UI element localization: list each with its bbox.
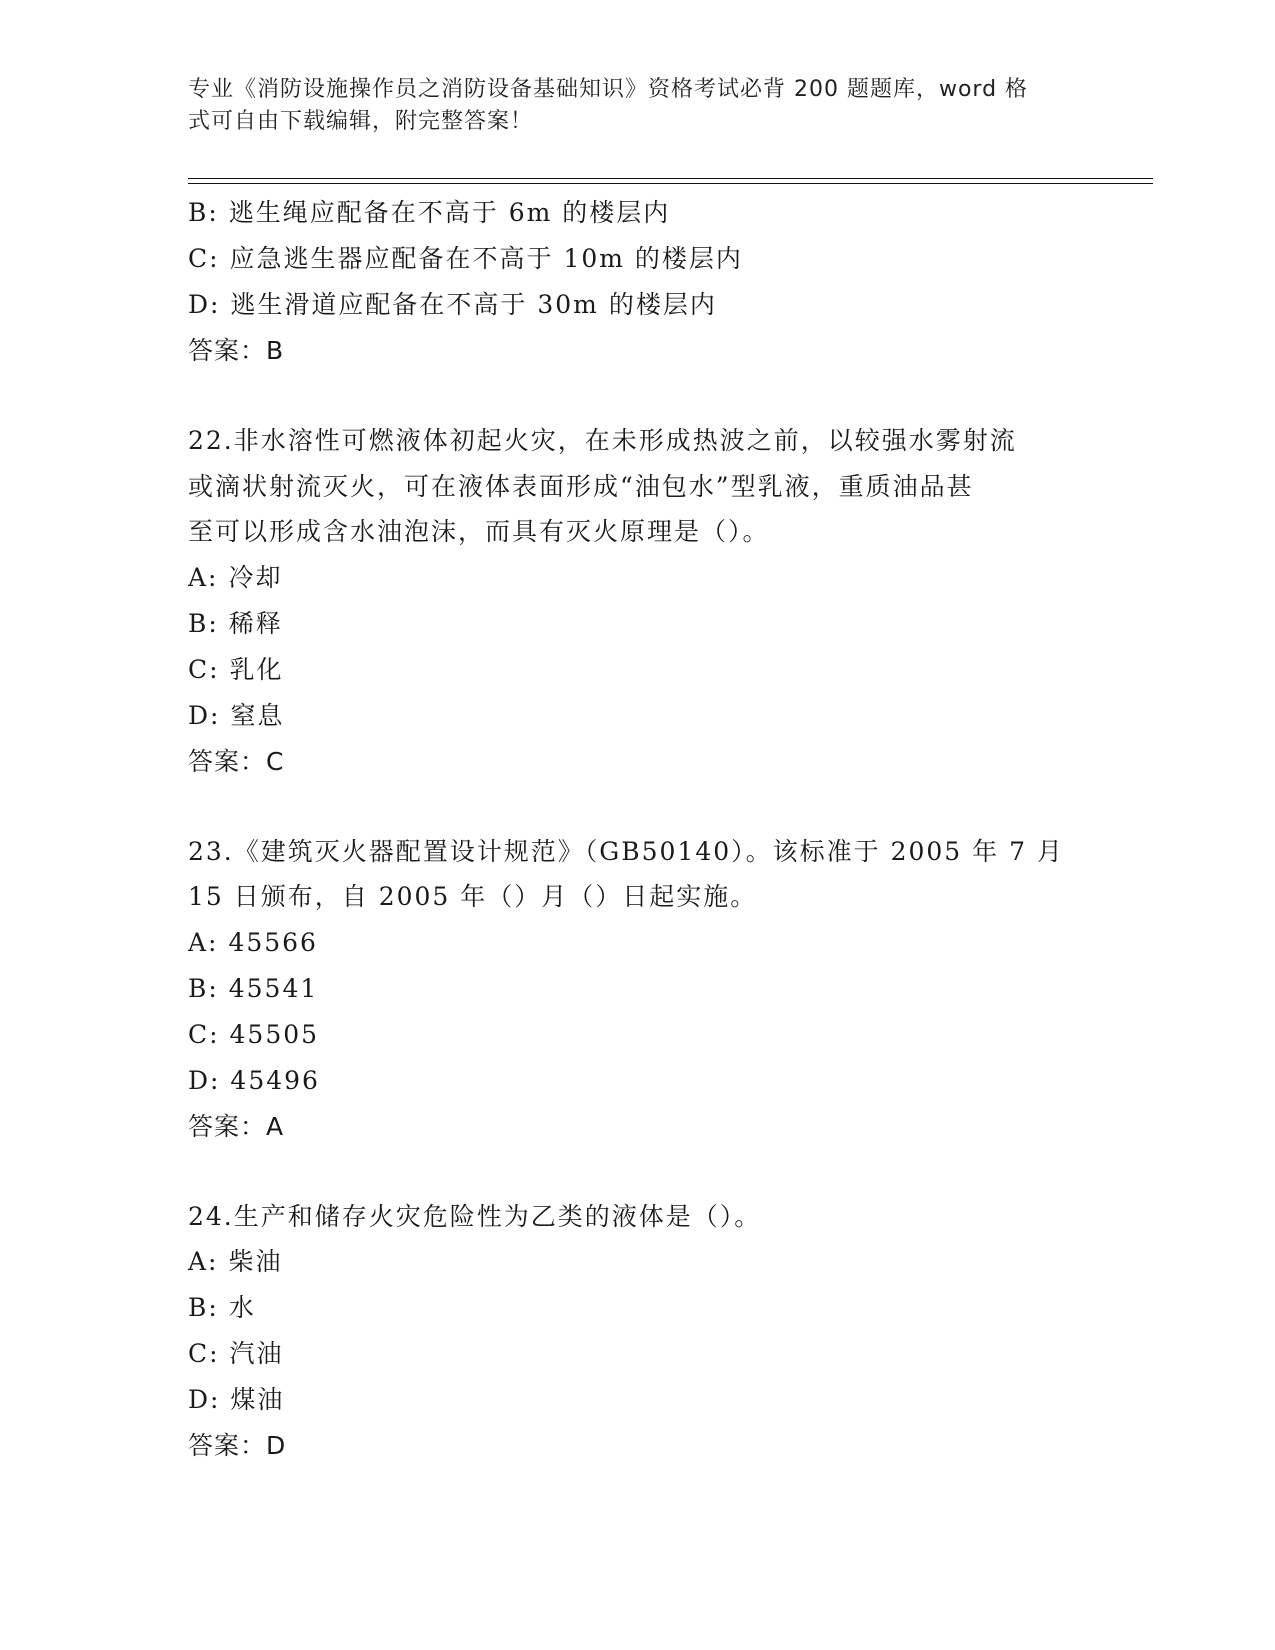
answer-line: 答案：A bbox=[188, 1111, 285, 1141]
option-label: B: bbox=[188, 1293, 219, 1322]
option-d bbox=[188, 693, 1088, 739]
question-stem-line: 22.非水溶性可燃液体初起火灾，在未形成热波之前，以较强水雾射流 bbox=[188, 426, 1017, 455]
option-label: D: bbox=[188, 1065, 221, 1095]
option-text: 乳化 bbox=[229, 654, 284, 684]
option-b bbox=[188, 966, 1088, 1012]
option-label: C: bbox=[188, 244, 220, 273]
question-block-partial bbox=[188, 190, 1088, 374]
header-divider-second bbox=[188, 183, 1153, 184]
option-text: 窒息 bbox=[230, 700, 285, 730]
question-block-22 bbox=[188, 418, 1088, 785]
option-label: B: bbox=[188, 198, 219, 227]
option-b bbox=[188, 190, 1088, 236]
option-label: A: bbox=[188, 562, 219, 592]
question-stem-line: 23.《建筑灭火器配置设计规范》（GB50140）。该标准于 2005 年 7 月 bbox=[188, 836, 1064, 866]
option-text: 稀释 bbox=[228, 608, 283, 638]
question-block-24 bbox=[188, 1194, 1088, 1470]
option-d bbox=[188, 282, 1088, 328]
option-text: 冷却 bbox=[228, 562, 283, 592]
option-c bbox=[188, 647, 1088, 693]
option-text: 水 bbox=[228, 1293, 256, 1322]
option-text: 煤油 bbox=[230, 1385, 285, 1414]
question-stem bbox=[188, 1194, 1088, 1240]
option-label: C: bbox=[188, 654, 220, 684]
question-list bbox=[188, 190, 1088, 1469]
option-a bbox=[188, 920, 1088, 966]
question-stem-line: 或滴状射流灭火，可在液体表面形成“油包水”型乳液，重质油品甚 bbox=[188, 471, 974, 501]
question-stem-line: 15 日颁布，自 2005 年（）月（）日起实施。 bbox=[188, 882, 758, 911]
option-a bbox=[188, 1239, 1088, 1285]
option-text: 逃生滑道应配备在不高于 30m 的楼层内 bbox=[230, 290, 717, 319]
option-label: C: bbox=[188, 1339, 220, 1368]
option-c bbox=[188, 1012, 1088, 1058]
question-block-23 bbox=[188, 829, 1088, 1150]
option-text: 应急逃生器应配备在不高于 10m 的楼层内 bbox=[229, 244, 743, 273]
document-header bbox=[188, 74, 1088, 138]
header-divider bbox=[188, 178, 1153, 179]
option-label: C: bbox=[188, 1019, 220, 1049]
option-label: D: bbox=[188, 1385, 221, 1414]
question-stem bbox=[188, 418, 1088, 555]
option-label: B: bbox=[188, 973, 219, 1003]
option-b bbox=[188, 601, 1088, 647]
question-stem bbox=[188, 829, 1088, 920]
option-c bbox=[188, 236, 1088, 282]
option-label: D: bbox=[188, 290, 221, 319]
option-label: A: bbox=[188, 927, 219, 957]
header-line-1: 专业《消防设施操作员之消防设备基础知识》资格考试必背 200 题题库，word 格 bbox=[188, 77, 1029, 102]
option-label: A: bbox=[188, 1247, 219, 1276]
option-text: 汽油 bbox=[229, 1339, 284, 1368]
option-c bbox=[188, 1331, 1088, 1377]
option-a bbox=[188, 555, 1088, 601]
answer-line: 答案：B bbox=[188, 336, 285, 365]
option-text: 45496 bbox=[230, 1065, 320, 1095]
option-d bbox=[188, 1058, 1088, 1104]
option-text: 45541 bbox=[228, 973, 319, 1003]
answer-line: 答案：D bbox=[188, 1431, 287, 1460]
option-text: 柴油 bbox=[228, 1247, 283, 1276]
header-line-2: 式可自由下载编辑，附完整答案！ bbox=[188, 109, 534, 134]
option-d bbox=[188, 1377, 1088, 1423]
option-label: D: bbox=[188, 700, 221, 730]
option-text: 45566 bbox=[228, 927, 318, 957]
question-stem-line: 24.生产和储存火灾危险性为乙类的液体是（）。 bbox=[188, 1201, 762, 1231]
option-text: 逃生绳应配备在不高于 6m 的楼层内 bbox=[228, 198, 671, 227]
option-b bbox=[188, 1285, 1088, 1331]
question-stem-line: 至可以形成含水油泡沫，而具有灭火原理是（）。 bbox=[188, 517, 770, 546]
option-text: 45505 bbox=[229, 1019, 320, 1049]
option-label: B: bbox=[188, 608, 219, 638]
answer-line: 答案：C bbox=[188, 746, 285, 776]
